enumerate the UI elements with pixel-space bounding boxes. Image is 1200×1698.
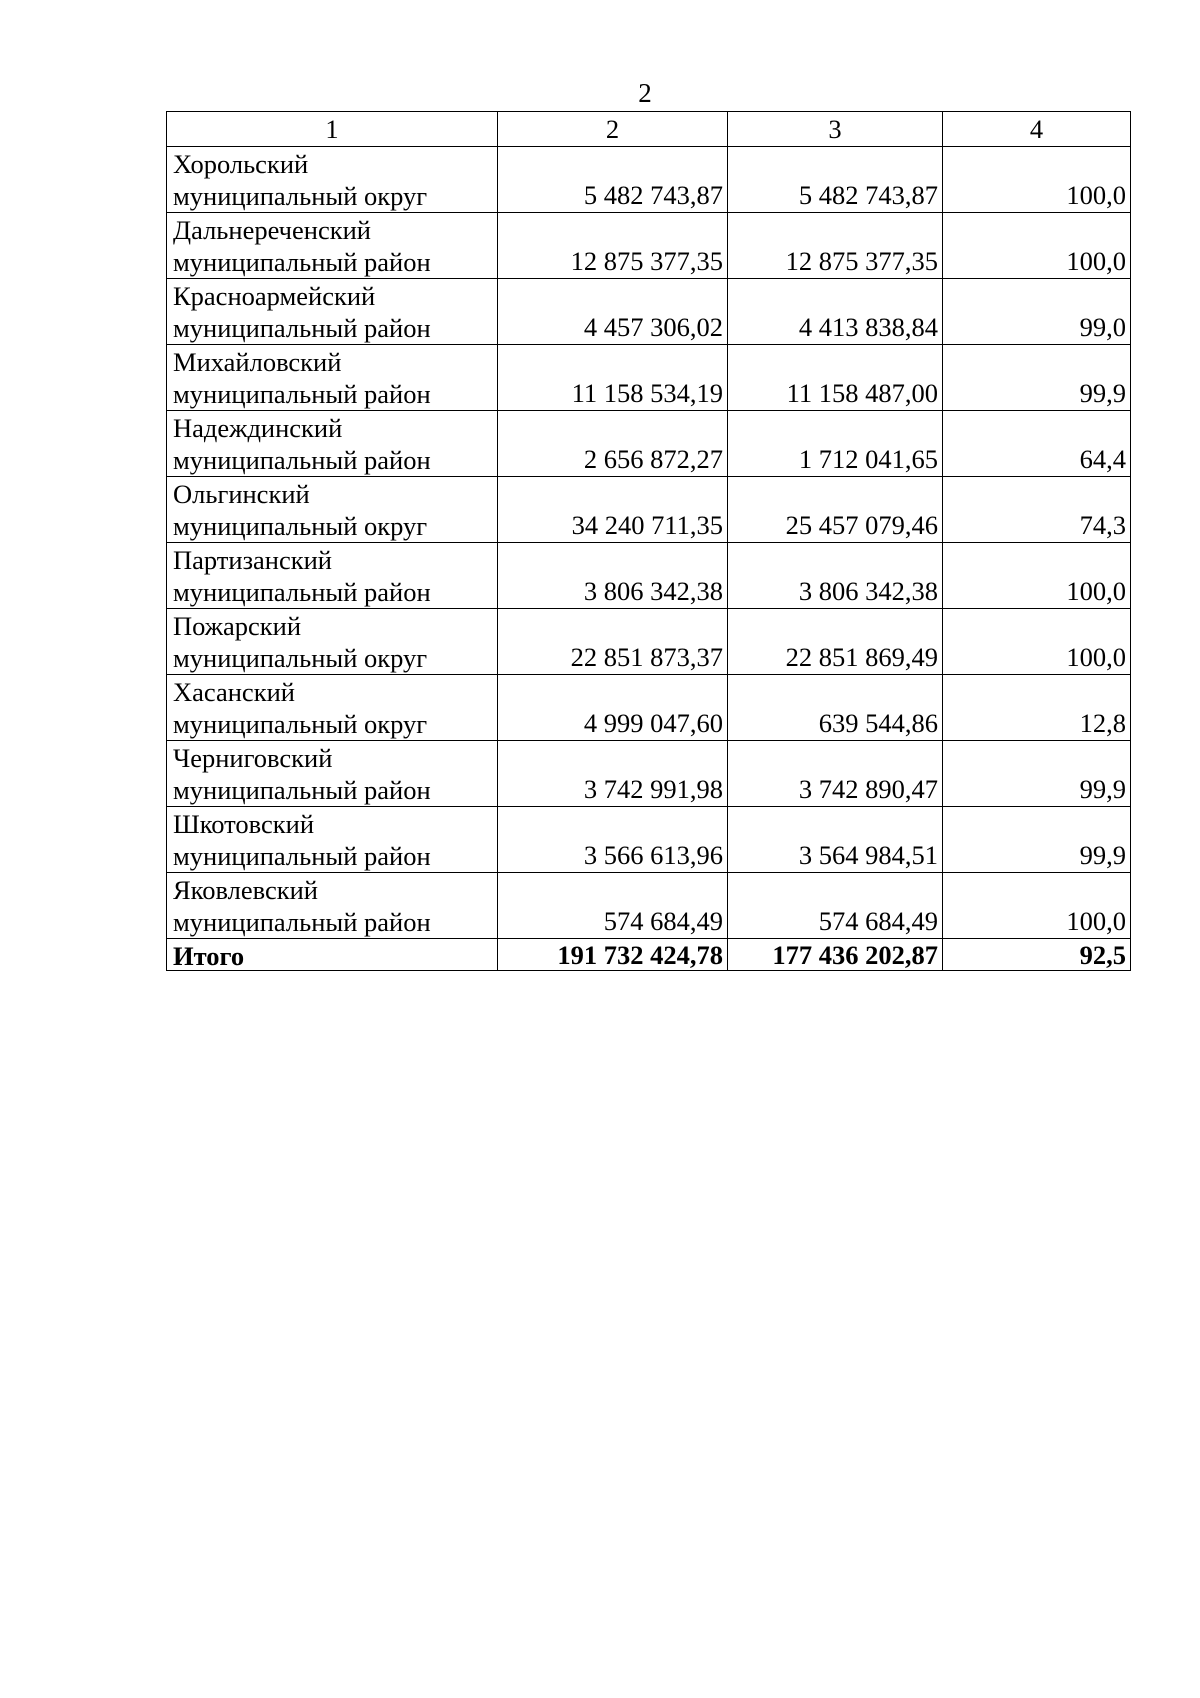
municipality-name <box>167 675 498 741</box>
total-label: Итого <box>167 939 498 971</box>
cell-col2: 3 806 342,38 <box>498 543 728 609</box>
cell-col4: 99,9 <box>943 741 1131 807</box>
municipality-name-line1: Пожарский <box>173 611 302 641</box>
total-col4: 92,5 <box>943 939 1131 971</box>
municipality-name <box>167 543 498 609</box>
municipality-name-line1: Шкотовский <box>173 809 315 839</box>
cell-col4: 100,0 <box>943 609 1131 675</box>
cell-col4: 64,4 <box>943 411 1131 477</box>
header-cell-2: 2 <box>498 112 728 147</box>
municipality-name-line2: муниципальный округ <box>173 643 428 673</box>
cell-col2: 34 240 711,35 <box>498 477 728 543</box>
municipality-name-line2: муниципальный район <box>173 841 431 871</box>
municipality-name-line2: муниципальный округ <box>173 511 428 541</box>
table-body <box>167 147 1131 939</box>
cell-col2: 3 566 613,96 <box>498 807 728 873</box>
cell-col4: 12,8 <box>943 675 1131 741</box>
header-cell-4: 4 <box>943 112 1131 147</box>
cell-col3: 3 742 890,47 <box>728 741 943 807</box>
municipality-name-line2: муниципальный район <box>173 247 431 277</box>
table-row <box>167 213 1131 279</box>
cell-col2: 574 684,49 <box>498 873 728 939</box>
municipality-name-line1: Дальнереченский <box>173 215 371 245</box>
table-row <box>167 345 1131 411</box>
municipality-name <box>167 411 498 477</box>
municipality-name <box>167 279 498 345</box>
cell-col2: 5 482 743,87 <box>498 147 728 213</box>
municipality-name <box>167 147 498 213</box>
cell-col2: 22 851 873,37 <box>498 609 728 675</box>
cell-col4: 99,9 <box>943 807 1131 873</box>
municipality-name-line2: муниципальный округ <box>173 181 428 211</box>
cell-col3: 574 684,49 <box>728 873 943 939</box>
cell-col4: 74,3 <box>943 477 1131 543</box>
cell-col3: 3 806 342,38 <box>728 543 943 609</box>
municipality-name <box>167 345 498 411</box>
table-row <box>167 807 1131 873</box>
municipality-name <box>167 477 498 543</box>
municipality-name-line2: муниципальный район <box>173 907 431 937</box>
table-row <box>167 411 1131 477</box>
cell-col3: 11 158 487,00 <box>728 345 943 411</box>
cell-col2: 4 999 047,60 <box>498 675 728 741</box>
total-col2: 191 732 424,78 <box>498 939 728 971</box>
table-row <box>167 279 1131 345</box>
municipality-name-line2: муниципальный район <box>173 379 431 409</box>
municipality-name-line1: Яковлевский <box>173 875 318 905</box>
table-row <box>167 477 1131 543</box>
municipality-name <box>167 213 498 279</box>
table-row <box>167 741 1131 807</box>
total-row <box>167 939 1131 971</box>
cell-col2: 2 656 872,27 <box>498 411 728 477</box>
municipality-name-line1: Ольгинский <box>173 479 310 509</box>
cell-col3: 3 564 984,51 <box>728 807 943 873</box>
table-row <box>167 543 1131 609</box>
municipality-name-line1: Надеждинский <box>173 413 343 443</box>
cell-col4: 100,0 <box>943 213 1131 279</box>
cell-col2: 12 875 377,35 <box>498 213 728 279</box>
table-row <box>167 675 1131 741</box>
cell-col4: 100,0 <box>943 543 1131 609</box>
cell-col3: 639 544,86 <box>728 675 943 741</box>
table-row <box>167 147 1131 213</box>
municipality-name-line1: Партизанский <box>173 545 332 575</box>
municipality-name-line1: Хасанский <box>173 677 295 707</box>
municipality-name-line1: Красноармейский <box>173 281 376 311</box>
cell-col3: 1 712 041,65 <box>728 411 943 477</box>
table-row <box>167 873 1131 939</box>
total-col3: 177 436 202,87 <box>728 939 943 971</box>
municipality-name-line2: муниципальный район <box>173 445 431 475</box>
table-row <box>167 609 1131 675</box>
municipality-name <box>167 609 498 675</box>
header-cell-3: 3 <box>728 112 943 147</box>
header-cell-1: 1 <box>167 112 498 147</box>
municipality-name <box>167 807 498 873</box>
municipality-name-line2: муниципальный округ <box>173 709 428 739</box>
municipality-name <box>167 873 498 939</box>
municipality-name-line1: Михайловский <box>173 347 342 377</box>
municipality-name-line2: муниципальный район <box>173 577 431 607</box>
municipality-name-line2: муниципальный район <box>173 313 431 343</box>
cell-col3: 12 875 377,35 <box>728 213 943 279</box>
header-row <box>167 112 1131 147</box>
cell-col3: 5 482 743,87 <box>728 147 943 213</box>
municipality-name-line1: Хорольский <box>173 149 309 179</box>
cell-col4: 99,9 <box>943 345 1131 411</box>
cell-col2: 11 158 534,19 <box>498 345 728 411</box>
cell-col3: 22 851 869,49 <box>728 609 943 675</box>
cell-col3: 25 457 079,46 <box>728 477 943 543</box>
cell-col4: 100,0 <box>943 873 1131 939</box>
data-table <box>166 111 1131 971</box>
municipality-name-line1: Черниговский <box>173 743 333 773</box>
cell-col4: 99,0 <box>943 279 1131 345</box>
cell-col3: 4 413 838,84 <box>728 279 943 345</box>
municipality-name-line2: муниципальный район <box>173 775 431 805</box>
page-number: 2 <box>638 78 652 108</box>
municipality-name <box>167 741 498 807</box>
cell-col2: 4 457 306,02 <box>498 279 728 345</box>
cell-col4: 100,0 <box>943 147 1131 213</box>
cell-col2: 3 742 991,98 <box>498 741 728 807</box>
